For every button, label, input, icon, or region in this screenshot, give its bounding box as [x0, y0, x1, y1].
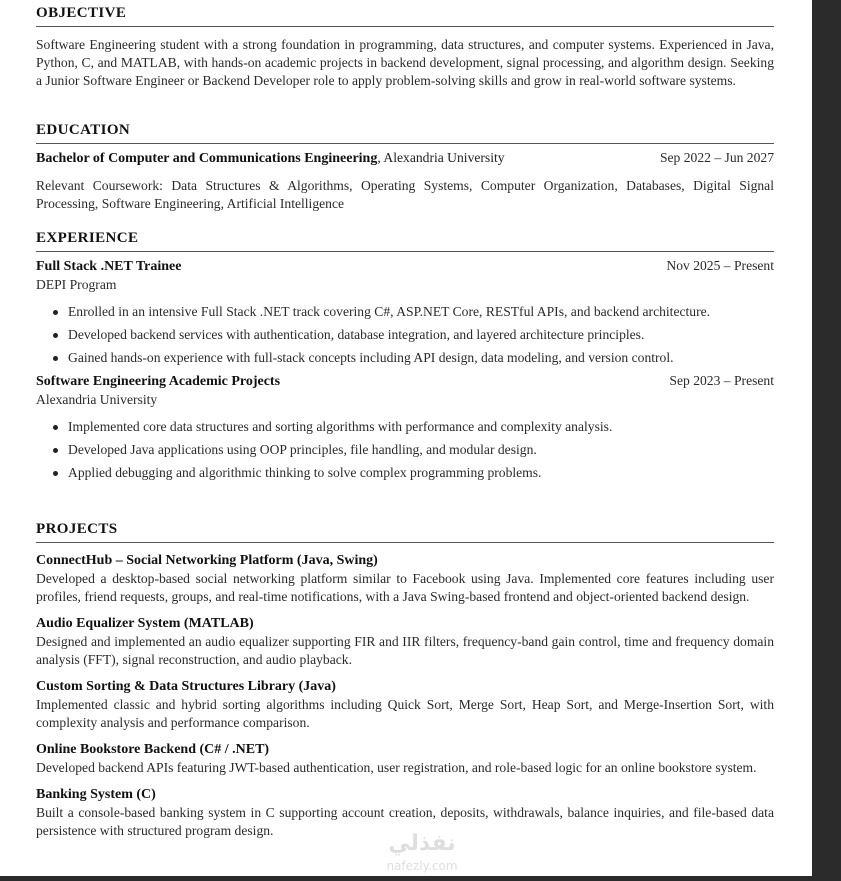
- watermark-logo: [368, 826, 476, 878]
- section-heading-education: EDUCATION: [36, 121, 774, 144]
- job-dates: Nov 2025 – Present: [666, 258, 774, 273]
- project-title: Banking System (C): [36, 787, 156, 802]
- job-header: [36, 372, 774, 391]
- bullet-icon: [53, 448, 58, 453]
- job-entry: [36, 372, 774, 482]
- bullet-text: Applied debugging and algorithmic thinking to solve complex programming problems.: [68, 465, 542, 480]
- bullet-icon: [53, 356, 58, 361]
- objective-text: Software Engineering student with a strong foundation in programming, data structures, and computer systems. Experienced in Java, Python, C, and MATLAB, with hands-on academic projects in backend development, signal processing, and algorithm design. Seeking a Junior Software Engineer or Backend Developer role to apply problem-solving skills and grow in real-world software systems.: [36, 37, 774, 88]
- project-title: Online Bookstore Backend (C# / .NET): [36, 742, 270, 757]
- project-item: [36, 615, 774, 669]
- project-title: Custom Sorting & Data Structures Library (Java): [36, 679, 336, 694]
- job-bullet: [36, 418, 774, 436]
- bullet-text: Developed Java applications using OOP principles, file handling, and modular design.: [68, 442, 537, 457]
- job-bullet: [36, 349, 774, 367]
- job-bullet: [36, 303, 774, 321]
- project-item: [36, 741, 774, 777]
- job-header: [36, 257, 774, 276]
- section-heading-projects: PROJECTS: [36, 520, 774, 543]
- job-dates: Sep 2023 – Present: [669, 373, 774, 388]
- bullet-text: Developed backend services with authentication, database integration, and layered architecture principles.: [68, 327, 645, 342]
- project-description: Developed backend APIs featuring JWT-based authentication, user registration, and role-based logic for an online bookstore system.: [36, 760, 757, 775]
- experience-section: [36, 229, 774, 487]
- bullet-text: Implemented core data structures and sorting algorithms with performance and complexity analysis.: [68, 419, 613, 434]
- section-heading-experience: EXPERIENCE: [36, 229, 774, 252]
- viewer-bottom-edge: [0, 876, 841, 881]
- project-description: Designed and implemented an audio equalizer supporting FIR and IIR filters, frequency-band gain control, time and frequency domain analysis (FFT), signal reconstruction, and audio playback.: [36, 634, 774, 667]
- job-org: Alexandria University: [36, 392, 158, 407]
- project-item: [36, 552, 774, 606]
- job-title: Full Stack .NET Trainee: [36, 259, 182, 274]
- project-title: ConnectHub – Social Networking Platform (Java, Swing): [36, 553, 378, 568]
- job-bullets: [36, 418, 774, 482]
- degree-title: Bachelor of Computer and Communications Engineering: [36, 151, 378, 166]
- project-description: Built a console-based banking system in C supporting account creation, deposits, withdrawals, balance inquiries, and file-based data persistence with structured program design.: [36, 805, 774, 838]
- project-description: Developed a desktop-based social networking platform similar to Facebook using Java. Implemented core features including user profiles, friend requests, groups, and real-time notifications, with a Java Swing-based frontend and object-oriented backend design.: [36, 571, 774, 604]
- education-degree-line: [36, 149, 505, 168]
- job-entry: [36, 257, 774, 367]
- job-bullet: [36, 441, 774, 459]
- svg-text:نفذلي: نفذلي: [388, 831, 456, 856]
- project-item: [36, 678, 774, 732]
- job-org: DEPI Program: [36, 277, 117, 292]
- project-description: Implemented classic and hybrid sorting algorithms including Quick Sort, Merge Sort, Heap Sort, and Merge-Insertion Sort, with complexity analysis and performance comparison.: [36, 697, 774, 730]
- education-row: [36, 149, 774, 168]
- bullet-icon: [53, 310, 58, 315]
- job-title: Software Engineering Academic Projects: [36, 374, 281, 389]
- job-bullet: [36, 464, 774, 482]
- section-heading-objective: OBJECTIVE: [36, 4, 774, 27]
- job-bullets: [36, 303, 774, 367]
- school-name: , Alexandria University: [377, 150, 505, 165]
- viewer-scroll-edge: [812, 0, 841, 881]
- coursework-text: Relevant Coursework: Data Structures & Algorithms, Operating Systems, Computer Organization, Databases, Digital Signal Processing, Software Engineering, Artificial Intelligence: [36, 178, 774, 211]
- bullet-icon: [53, 425, 58, 430]
- projects-section: [36, 520, 774, 840]
- svg-text:nafezly.com: nafezly.com: [386, 859, 458, 873]
- objective-section: [36, 4, 774, 90]
- bullet-text: Enrolled in an intensive Full Stack .NET track covering C#, ASP.NET Core, RESTful APIs, and backend architecture.: [68, 304, 711, 319]
- education-dates: Sep 2022 – Jun 2027: [659, 150, 774, 165]
- project-title: Audio Equalizer System (MATLAB): [36, 616, 254, 631]
- bullet-text: Gained hands-on experience with full-stack concepts including API design, data modeling, and version control.: [68, 350, 674, 365]
- bullet-icon: [53, 471, 58, 476]
- education-section: [36, 121, 774, 213]
- job-bullet: [36, 326, 774, 344]
- bullet-icon: [53, 333, 58, 338]
